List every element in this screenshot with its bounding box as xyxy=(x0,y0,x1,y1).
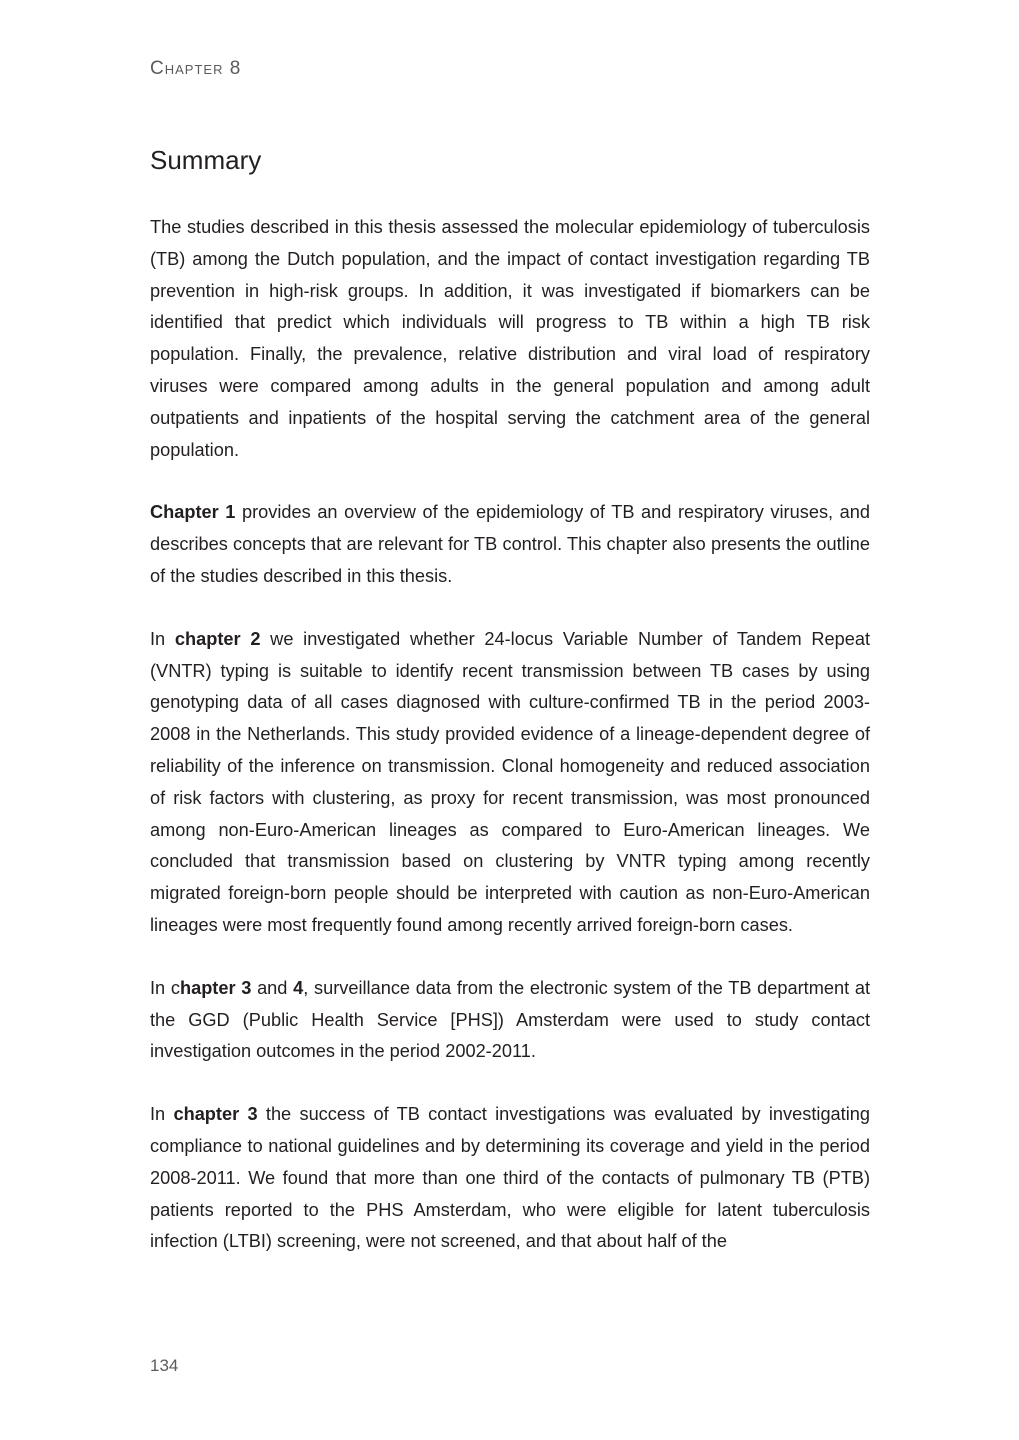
paragraph-chapter-2 xyxy=(150,624,870,942)
paragraph-intro xyxy=(150,212,870,466)
chapter-reference: chapter 2 xyxy=(174,628,261,649)
paragraph-text: provides an overview of the epidemiology of TB and respiratory viruses, and describes concepts that are relevant for TB control. This chapter also presents the outline of the studies described in this thesis. xyxy=(150,502,871,586)
paragraph-text: The studies described in this thesis assessed the molecular epidemiology of tuberculosis (TB) among the Dutch population, and the impact of contact investigation regarding TB prevention in high-risk groups. In addition, it was investigated if biomarkers can be identified that predict which individuals will progress to TB within a high TB risk population. Finally, the prevalence, relative distribution and viral load of respiratory viruses were compared among adults in the general population and among adult outpatients and inpatients of the hospital serving the catchment area of the general population. xyxy=(150,217,870,460)
paragraph-text: we investigated whether 24-locus Variable Number of Tandem Repeat (VNTR) typing is suitable to identify recent transmission between TB cases by using genotyping data of all cases diagnosed with culture-confirmed TB in the period 2003-2008 in the Netherlands. This study provided evidence of a lineage-dependent degree of reliability of the inference on transmission. Clonal homogeneity and reduced association of risk factors with clustering, as proxy for recent transmission, was most pronounced among non-Euro-American lineages as compared to Euro-American lineages. We concluded that transmission based on clustering by VNTR typing among recently migrated foreign-born people should be interpreted with caution as non-Euro-American lineages were most frequently found among recently arrived foreign-born cases. xyxy=(150,628,870,935)
chapter-reference: 4 xyxy=(293,977,304,998)
chapter-reference: chapter 3 xyxy=(173,1104,258,1125)
paragraph-chapter-3-4 xyxy=(150,973,870,1068)
chapter-reference: hapter 3 xyxy=(179,977,252,998)
paragraph-text: , surveillance data from the electronic system of the TB department at the GGD (Public Health Service [PHS]) Amsterdam were used to study contact investigation outcomes in the period 2002-2011. xyxy=(150,977,871,1062)
running-head: Chapter 8 xyxy=(150,58,242,79)
page-number: 134 xyxy=(150,1356,179,1375)
paragraph-chapter-1 xyxy=(150,497,870,592)
page-title: Summary xyxy=(150,145,262,175)
body-text xyxy=(150,212,870,1289)
paragraph-lead: In xyxy=(150,628,175,649)
paragraph-text: the success of TB contact investigations was evaluated by investigating compliance to national guidelines and by determining its coverage and yield in the period 2008-2011. We found that more than one third of the contacts of pulmonary TB (PTB) patients reported to the PHS Amsterdam, who were eligible for latent tuberculosis infection (LTBI) screening, were not screened, and that about half of the xyxy=(150,1104,870,1252)
paragraph-lead: In xyxy=(150,1104,174,1125)
paragraph-lead: In c xyxy=(150,977,180,998)
paragraph-chapter-3 xyxy=(150,1099,870,1258)
paragraph-conjunction: and xyxy=(251,977,294,998)
chapter-reference: Chapter 1 xyxy=(150,502,236,523)
